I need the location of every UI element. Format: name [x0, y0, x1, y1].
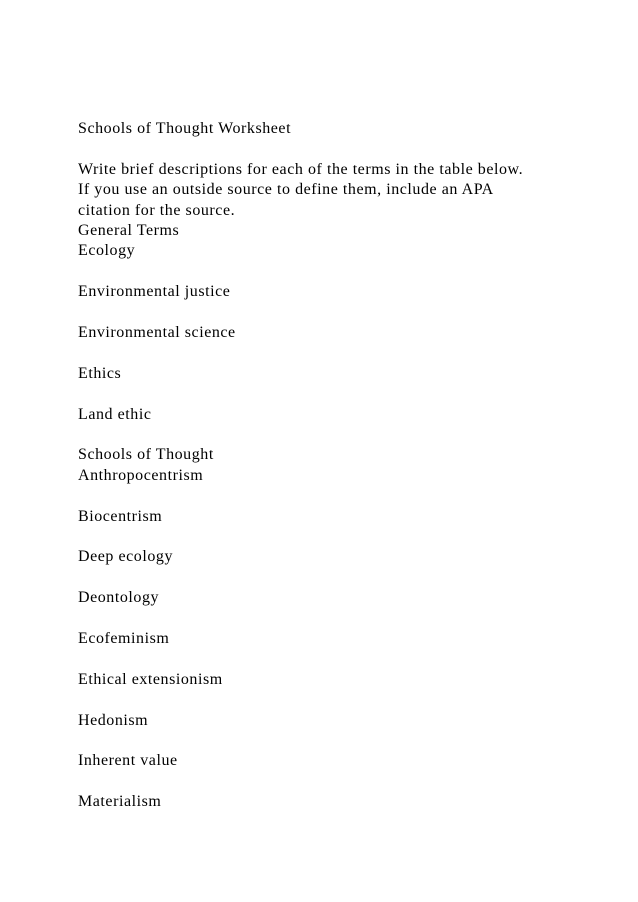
term-ecology: Ecology — [78, 242, 136, 260]
spacer — [78, 527, 598, 547]
term-deontology: Deontology — [78, 589, 160, 607]
instruction-line: If you use an outside source to define them, include an APA — [78, 181, 494, 199]
spacer — [78, 384, 598, 404]
spacer — [78, 343, 598, 363]
spacer — [78, 486, 598, 506]
term-ethics: Ethics — [78, 364, 122, 382]
term-biocentrism: Biocentrism — [78, 507, 163, 525]
section-heading-schools-of-thought: Schools of Thought — [78, 446, 214, 464]
term-hedonism: Hedonism — [78, 711, 149, 729]
instruction-line: Write brief descriptions for each of the terms in the table below. — [78, 160, 524, 178]
term-ecofeminism: Ecofeminism — [78, 630, 170, 647]
spacer — [78, 690, 598, 710]
spacer — [78, 262, 598, 282]
spacer — [78, 303, 598, 323]
term-deep-ecology: Deep ecology — [78, 548, 174, 566]
spacer — [78, 649, 598, 669]
spacer — [78, 425, 598, 445]
term-environmental-justice: Environmental justice — [78, 283, 231, 301]
spacer — [78, 731, 598, 751]
instruction-line: citation for the source. — [78, 201, 236, 219]
spacer — [78, 568, 598, 588]
spacer — [78, 609, 598, 629]
spacer — [78, 139, 598, 159]
term-anthropocentrism: Anthropocentrism — [78, 466, 204, 484]
term-environmental-science: Environmental science — [78, 324, 236, 342]
term-land-ethic: Land ethic — [78, 405, 152, 423]
section-heading-general-terms: General Terms — [78, 222, 180, 240]
term-materialism: Materialism — [78, 793, 162, 811]
term-inherent-value: Inherent value — [78, 752, 178, 770]
term-ethical-extensionism: Ethical extensionism — [78, 670, 223, 688]
spacer — [78, 772, 598, 792]
document-title: Schools of Thought Worksheet — [78, 120, 292, 137]
document-body — [78, 119, 598, 813]
